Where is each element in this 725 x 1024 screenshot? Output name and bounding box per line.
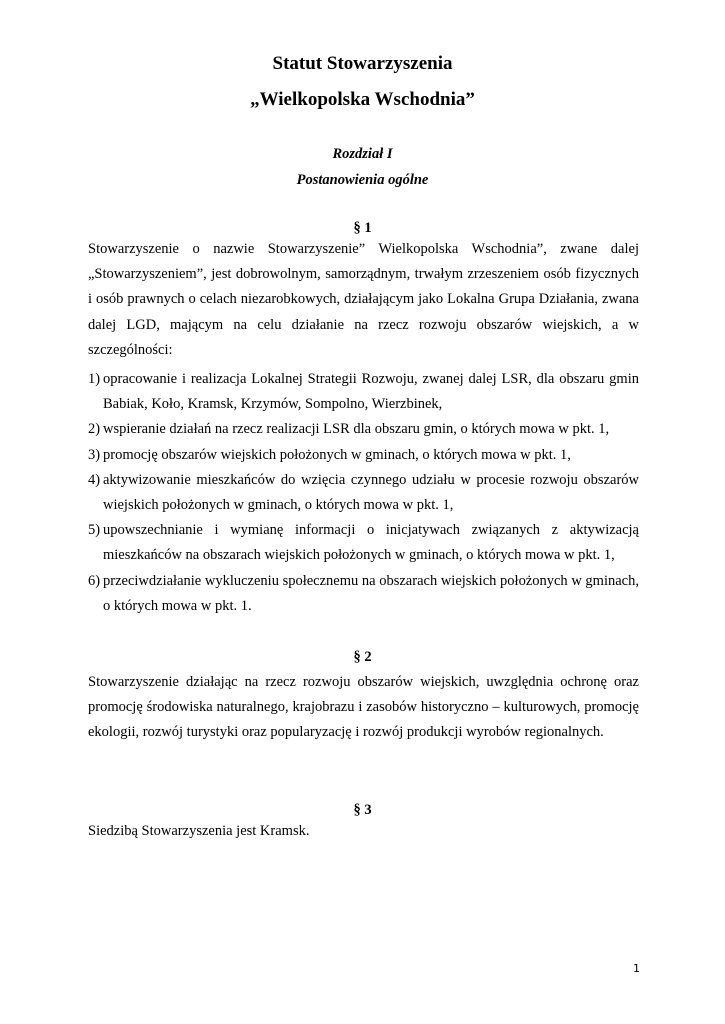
list-item-text: wspieranie działań na rzecz realizacji LSR dla obszaru gmin, o których mowa w pkt. 1, [103,421,610,438]
list-item-number: 4) [88,471,101,488]
list-item-number: 3) [88,446,101,463]
page-number: 1 [633,962,640,975]
section-2-text: Stowarzyszenie działając na rzecz rozwoju obszarów wiejskich, uwzględnia ochronę oraz promocję środowiska naturalnego, krajobrazu i zasobów historyczno – kulturowych, promocję ekologii, rozwój turystyki oraz popularyzację i rozwój produkcji wyrobów regionalnych. [88,674,639,741]
list-item-text: opracowanie i realizacja Lokalnej Strategii Rozwoju, zwanej dalej LSR, dla obszaru gmin Babiak, Koło, Kramsk, Krzymów, Sompolno, Wierzbinek, [103,371,639,413]
list-item [88,518,639,568]
list-item-text: aktywizowanie mieszkańców do wzięcia czynnego udziału w procesie rozwoju obszarów wiejskich położonych w gminach, o których mowa w pkt. 1, [103,471,639,514]
list-item [88,367,639,417]
section-1-intro: Stowarzyszenie o nazwie Stowarzyszenie” Wielkopolska Wschodnia”, zwane dalej „Stowarzyszeniem”, jest dobrowolnym, samorządnym, trwałym zrzeszeniem osób fizycznych i osób prawnych o celach niezarobkowych, działającym jako Lokalna Grupa Działania, zwana dalej LGD, mającym na celu działanie na rzecz rozwoju obszarów wiejskich, a w szczególności: [88,241,639,358]
list-item-number: 2) [88,421,101,438]
list-item-number: 6) [88,572,101,589]
section-heading-1: § 1 [353,220,372,236]
list-item-text: przeciwdziałanie wykluczeniu społecznemu na obszarach wiejskich położonych w gminach, o których mowa w pkt. 1. [103,572,639,614]
list-item [88,443,639,468]
list-item-text: promocję obszarów wiejskich położonych w gminach, o których mowa w pkt. 1, [103,446,571,463]
document-title: Statut Stowarzyszenia [272,53,453,74]
chapter-number: Rozdział I [332,146,393,162]
list-item-number: 5) [88,522,101,539]
list-item [88,569,639,619]
section-1-list [88,367,639,619]
document-title-association-name: „Wielkopolska Wschodnia” [250,89,475,110]
section-heading-3: § 3 [353,802,372,818]
list-item [88,468,639,518]
section-heading-2: § 2 [353,649,372,665]
chapter-name: Postanowienia ogólne [296,172,429,188]
list-item-number: 1) [88,371,101,387]
section-3-text: Siedzibą Stowarzyszenia jest Kramsk. [88,823,310,839]
list-item [88,417,639,442]
list-item-text: upowszechnianie i wymianę informacji o inicjatywach związanych z aktywizacją mieszkańców na obszarach wiejskich położonych w gminach, o których mowa w pkt. 1, [103,522,639,564]
